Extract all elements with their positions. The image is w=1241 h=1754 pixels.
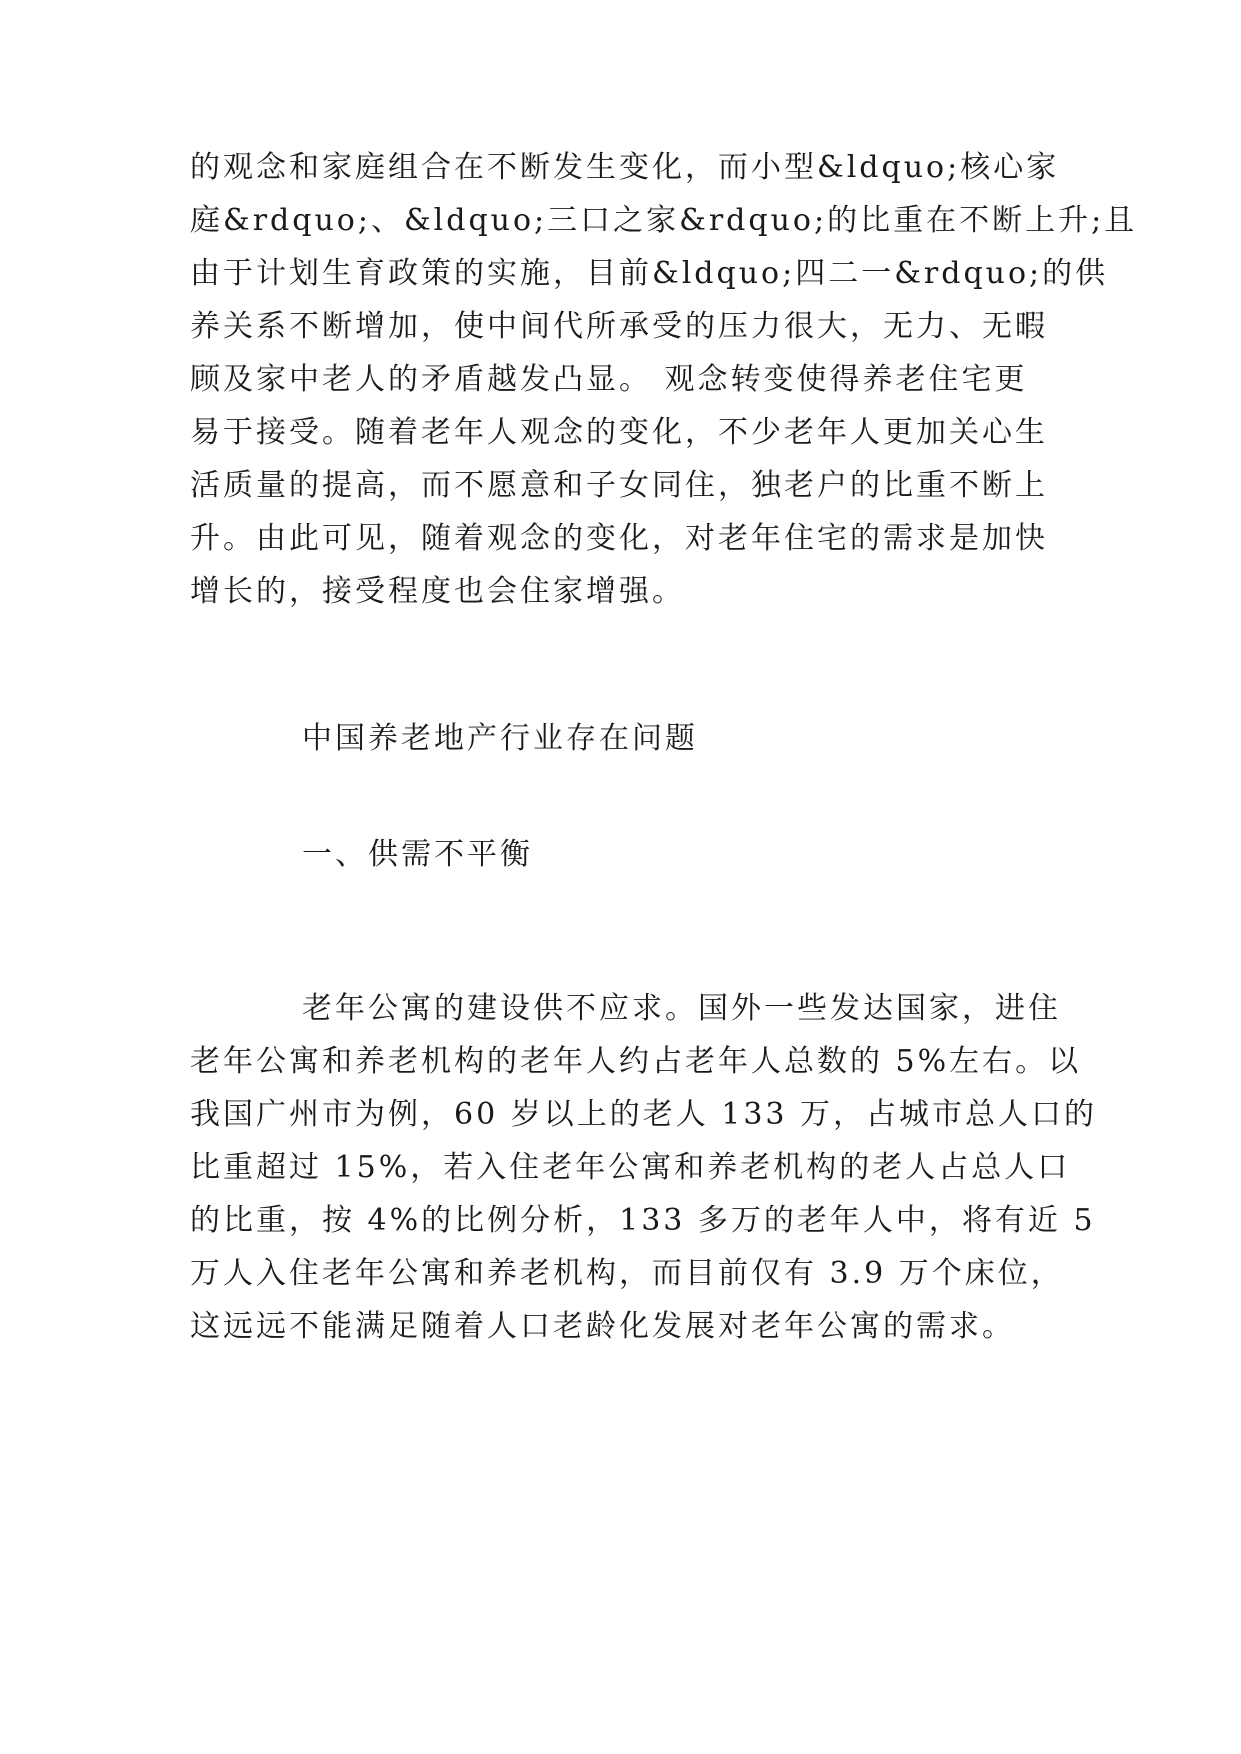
paragraph-line: 这远远不能满足随着人口老龄化发展对老年公寓的需求。	[190, 1309, 1015, 1344]
paragraph-line: 老年公寓的建设供不应求。国外一些发达国家，进住	[302, 991, 1061, 1026]
paragraph-line: 升。由此可见，随着观念的变化，对老年住宅的需求是加快	[190, 521, 1048, 556]
paragraph-line: 老年公寓和养老机构的老年人约占老年人总数的 5%左右。以	[190, 1044, 1082, 1079]
paragraph-line: 的比重，按 4%的比例分析，133 多万的老年人中，将有近 5	[190, 1203, 1096, 1238]
paragraph-line: 养关系不断增加，使中间代所承受的压力很大，无力、无暇	[190, 309, 1048, 344]
paragraph-line: 易于接受。随着老年人观念的变化，不少老年人更加关心生	[190, 415, 1048, 450]
paragraph-line: 庭&rdquo;、&ldquo;三口之家&rdquo;的比重在不断上升;且	[190, 203, 1138, 238]
paragraph-line: 顾及家中老人的矛盾越发凸显。 观念转变使得养老住宅更	[190, 362, 1028, 397]
section-title: 中国养老地产行业存在问题	[302, 721, 698, 756]
paragraph-line: 比重超过 15%，若入住老年公寓和养老机构的老人占总人口	[190, 1150, 1071, 1185]
paragraph-line: 增长的，接受程度也会住家增强。	[190, 574, 685, 609]
paragraph-line: 由于计划生育政策的实施，目前&ldquo;四二一&rdquo;的供	[190, 256, 1109, 291]
subsection-title: 一、供需不平衡	[302, 837, 533, 872]
paragraph-line: 的观念和家庭组合在不断发生变化，而小型&ldquo;核心家	[190, 150, 1060, 185]
paragraph-line: 万人入住老年公寓和养老机构，而目前仅有 3.9 万个床位，	[190, 1256, 1064, 1291]
paragraph-line: 活质量的提高，而不愿意和子女同住，独老户的比重不断上	[190, 468, 1048, 503]
paragraph-line: 我国广州市为例，60 岁以上的老人 133 万，占城市总人口的	[190, 1097, 1098, 1132]
